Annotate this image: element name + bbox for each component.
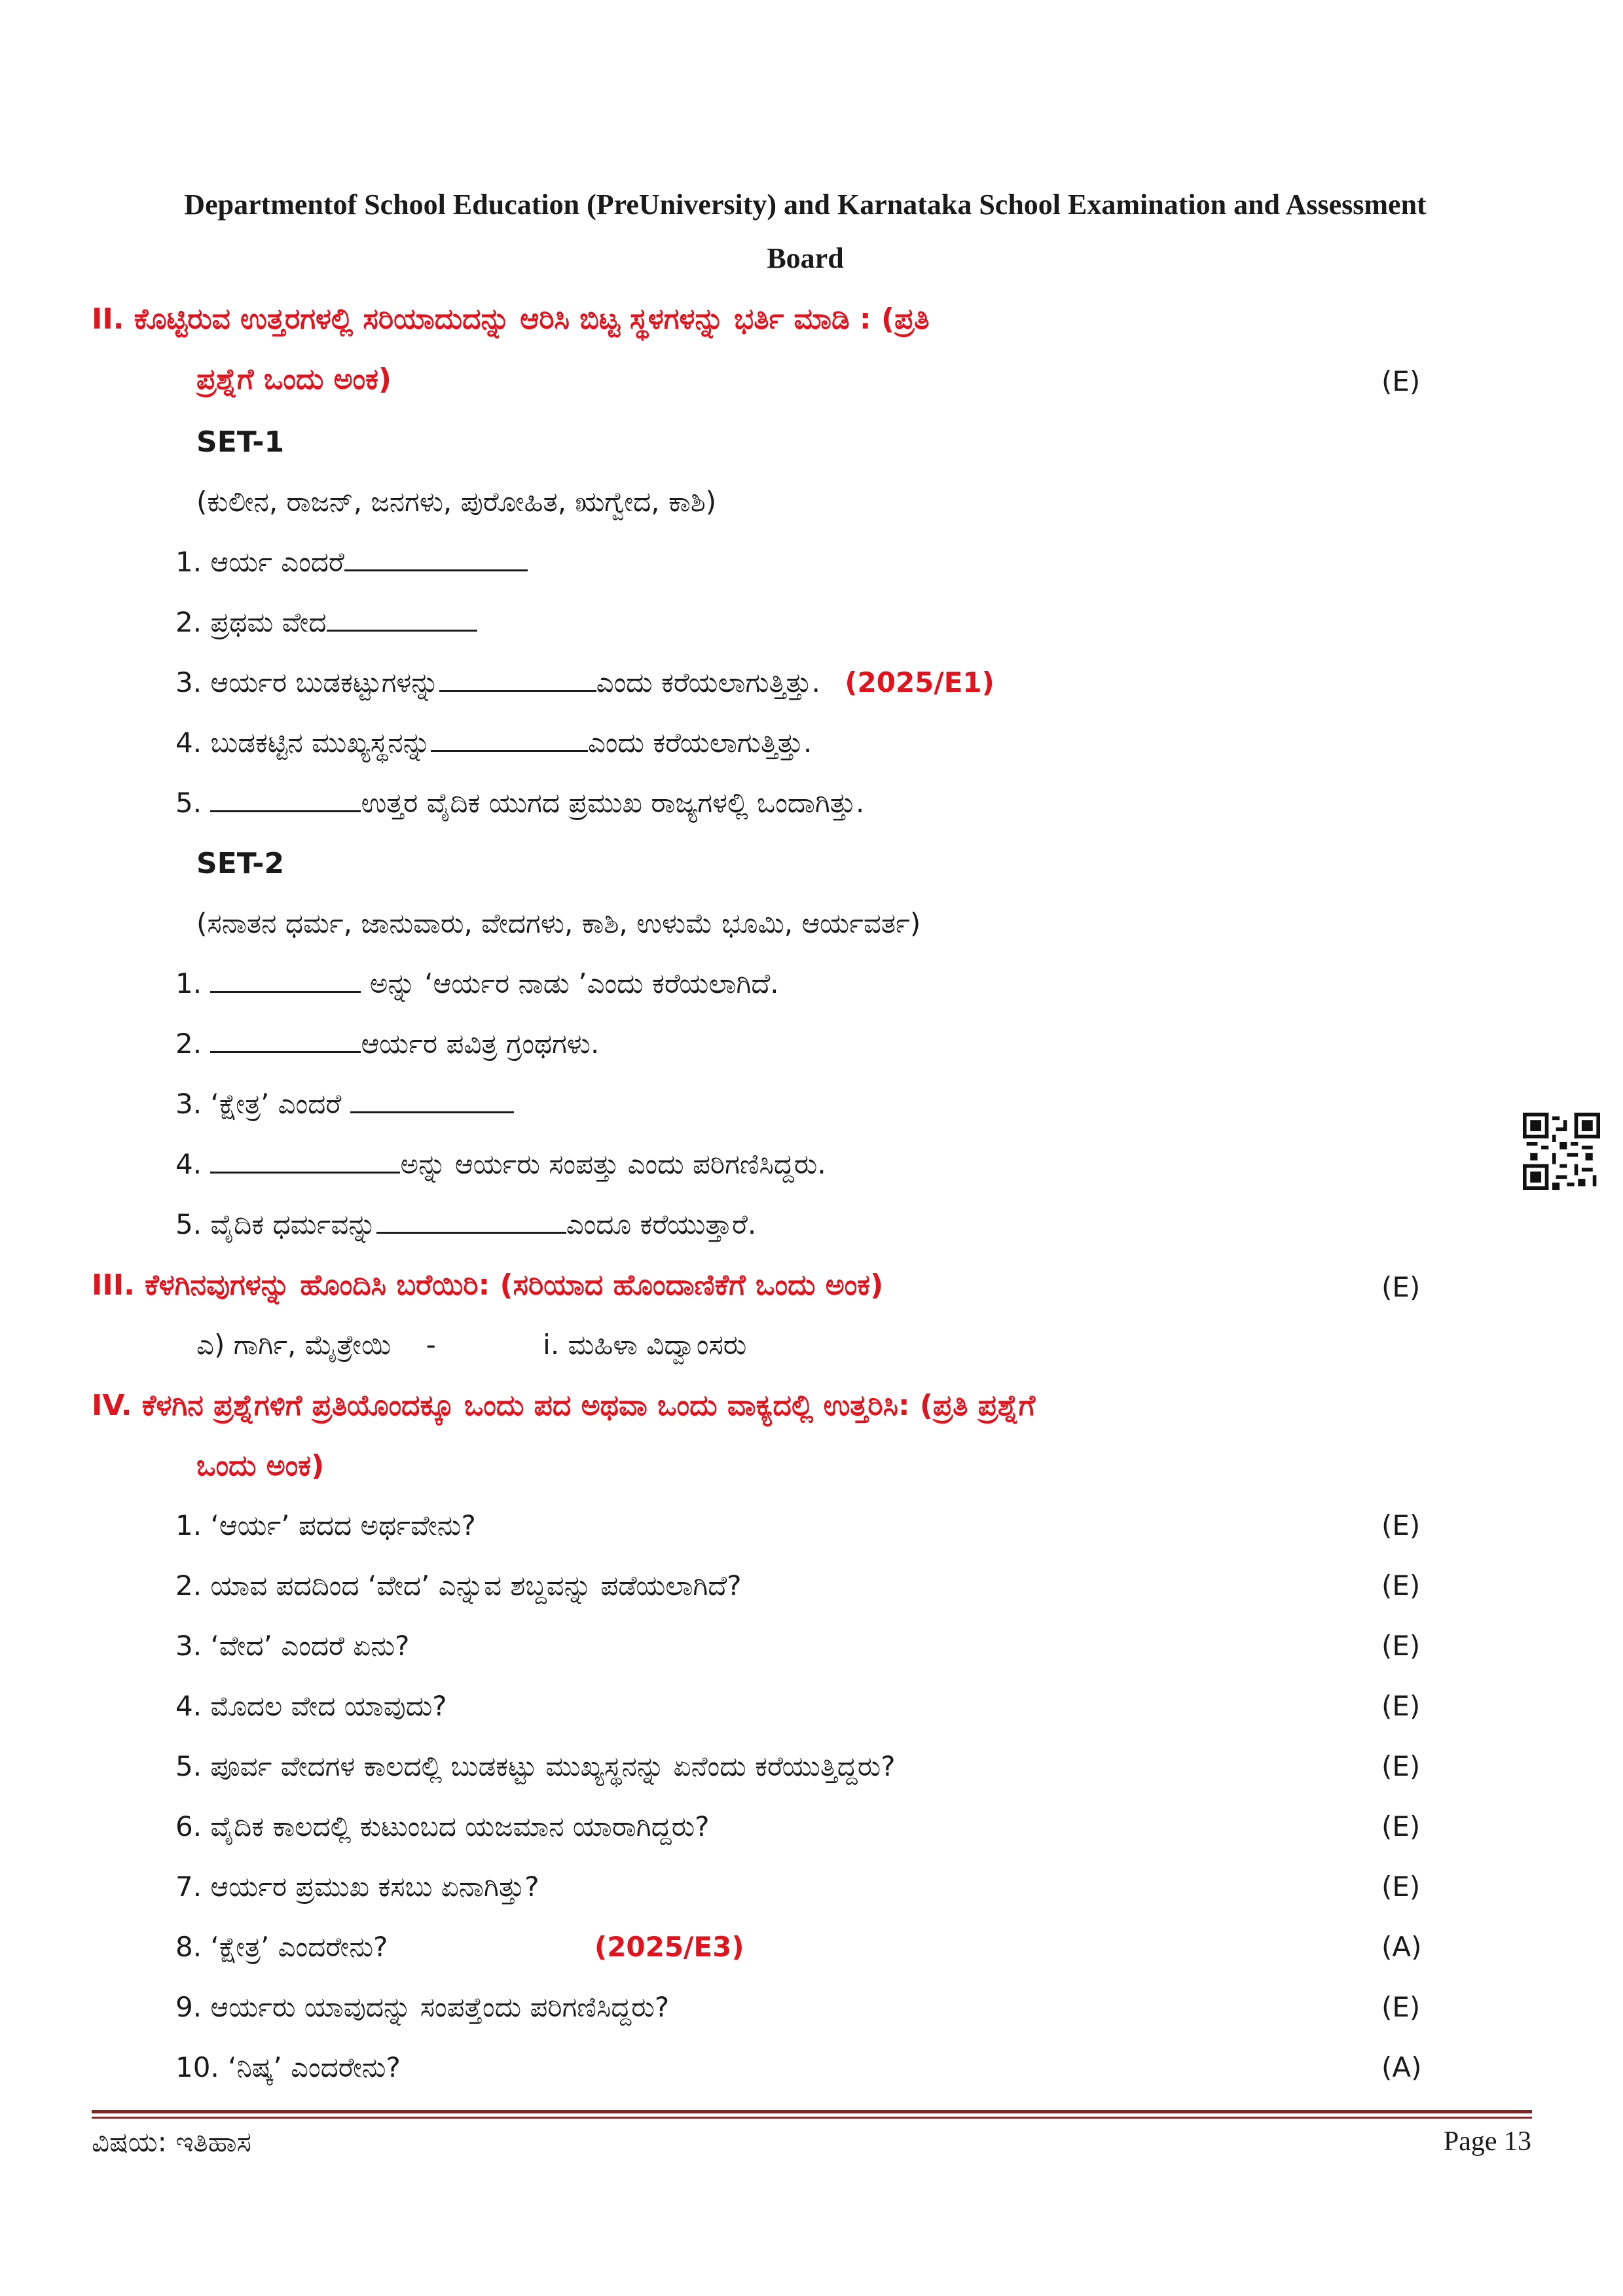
question-mark: (E) — [1381, 1690, 1421, 1722]
set-1-question-4 — [175, 726, 812, 759]
answer-blank[interactable] — [210, 967, 361, 993]
question-row — [175, 1509, 476, 1542]
footer-rule-thin — [92, 2117, 1532, 2119]
answer-blank[interactable] — [344, 546, 528, 571]
question-text: 10. ‘ನಿಷ್ಕ’ ಎಂದರೇನು? — [175, 2051, 401, 2083]
set-2-question-3 — [175, 1088, 514, 1121]
match-item — [196, 1329, 746, 1361]
answer-blank[interactable] — [376, 1208, 566, 1234]
set-1-question-1 — [175, 546, 528, 579]
match-left: ಎ) ಗಾರ್ಗಿ, ಮೈತ್ರೇಯಿ — [196, 1329, 392, 1361]
question-text-end: ಅನ್ನು ‘ಆರ್ಯರ ನಾಡು ’ಎಂದು ಕರೆಯಲಾಗಿದೆ. — [369, 967, 779, 999]
page-header — [98, 178, 1512, 285]
question-text-end: ಆರ್ಯರ ಪವಿತ್ರ ಗ್ರಂಥಗಳು. — [361, 1028, 600, 1060]
set-1-options: (ಕುಲೀನ, ರಾಜನ್, ಜನಗಳು, ಪುರೋಹಿತ, ಋಗ್ವೇದ, ಕಾಶಿ) — [196, 486, 717, 518]
question-mark: (E) — [1381, 1750, 1421, 1782]
section-2-heading: II. ಕೊಟ್ಟಿರುವ ಉತ್ತರಗಳಲ್ಲಿ ಸರಿಯಾದುದನ್ನು ಆರಿಸಿ ಬಿಟ್ಟ ಸ್ಥಳಗಳನ್ನು ಭರ್ತಿ ಮಾಡಿ : (ಪ್ರತಿ — [92, 302, 930, 336]
question-mark: (E) — [1381, 1991, 1421, 2023]
set-1-question-2 — [175, 606, 477, 639]
answer-blank[interactable] — [439, 666, 596, 692]
set-1-question-5 — [175, 787, 864, 819]
section-4-heading: IV. ಕೆಳಗಿನ ಪ್ರಶ್ನೆಗಳಿಗೆ ಪ್ರತಿಯೊಂದಕ್ಕೂ ಒಂದು ಪದ ಅಥವಾ ಒಂದು ವಾಕ್ಯದಲ್ಲಿ ಉತ್ತರಿಸಿ: (ಪ್ರತಿ ಪ್ರಶ್ನೆಗೆ — [92, 1389, 1036, 1422]
question-row — [175, 1750, 896, 1783]
footer-rule — [92, 2110, 1532, 2113]
question-text: 9. ಆರ್ಯರು ಯಾವುದನ್ನು ಸಂಪತ್ತೆಂದು ಪರಿಗಣಿಸಿದ್ದರು? — [175, 1991, 670, 2023]
question-text: 3. ‘ಕ್ಷೇತ್ರ’ ಎಂದರೆ — [175, 1088, 342, 1120]
section-2-mark: (E) — [1381, 365, 1421, 397]
exam-tag: (2025/E1) — [845, 666, 994, 698]
answer-blank[interactable] — [431, 726, 588, 752]
question-text: 4. ಮೊದಲ ವೇದ ಯಾವುದು? — [175, 1690, 447, 1722]
question-text-end: ಉತ್ತರ ವೈದಿಕ ಯುಗದ ಪ್ರಮುಖ ರಾಜ್ಯಗಳಲ್ಲಿ ಒಂದಾಗಿತ್ತು. — [361, 787, 865, 819]
question-number: 4. — [175, 1148, 202, 1180]
set-2-options: (ಸನಾತನ ಧರ್ಮ, ಜಾನುವಾರು, ವೇದಗಳು, ಕಾಶಿ, ಉಳುಮೆ ಭೂಮಿ, ಆರ್ಯವರ್ತ) — [196, 907, 921, 939]
question-text: 1. ಆರ್ಯ ಎಂದರೆ — [175, 546, 344, 578]
question-text: 6. ವೈದಿಕ ಕಾಲದಲ್ಲಿ ಕುಟುಂಬದ ಯಜಮಾನ ಯಾರಾಗಿದ್ದರು? — [175, 1810, 710, 1842]
question-text: 3. ಆರ್ಯರ ಬುಡಕಟ್ಟುಗಳನ್ನು — [175, 666, 439, 698]
question-mark: (E) — [1381, 1509, 1421, 1541]
question-number: 5. — [175, 787, 202, 819]
question-text: 2. ಪ್ರಥಮ ವೇದ — [175, 606, 327, 638]
question-row — [175, 1871, 539, 1903]
question-mark: (E) — [1381, 1630, 1421, 1662]
answer-blank[interactable] — [210, 1148, 400, 1174]
set-2-question-5 — [175, 1208, 756, 1241]
match-dash: - — [426, 1329, 436, 1361]
question-row — [175, 1931, 744, 1964]
set-1-label: SET-1 — [196, 425, 285, 459]
set-2-question-2 — [175, 1028, 599, 1060]
question-row — [175, 1690, 447, 1723]
footer-subject: ವಿಷಯ: ಇತಿಹಾಸ — [92, 2126, 251, 2158]
question-text: 1. ‘ಆರ್ಯ’ ಪದದ ಅರ್ಥವೇನು? — [175, 1509, 476, 1541]
exam-tag: (2025/E3) — [594, 1931, 744, 1963]
question-row — [175, 1810, 710, 1843]
header-line-2: Board — [767, 242, 844, 274]
qr-code-icon — [1523, 1113, 1600, 1190]
question-text: 7. ಆರ್ಯರ ಪ್ರಮುಖ ಕಸಬು ಏನಾಗಿತ್ತು? — [175, 1871, 539, 1903]
question-mark: (E) — [1381, 1810, 1421, 1842]
set-2-question-4 — [175, 1148, 826, 1181]
question-mark: (E) — [1381, 1871, 1421, 1903]
question-row — [175, 1570, 741, 1602]
answer-blank[interactable] — [210, 1028, 361, 1053]
question-text-end: ಎಂದೂ ಕರೆಯುತ್ತಾರೆ. — [566, 1208, 757, 1240]
question-row — [175, 2051, 401, 2084]
question-text: 4. ಬುಡಕಟ್ಟಿನ ಮುಖ್ಯಸ್ಥನನ್ನು — [175, 726, 431, 759]
question-text-end: ಎಂದು ಕರೆಯಲಾಗುತ್ತಿತ್ತು. — [587, 726, 812, 759]
match-right: i. ಮಹಿಳಾ ವಿದ್ವಾಂಸರು — [543, 1329, 747, 1361]
question-text-end: ಎಂದು ಕರೆಯಲಾಗುತ್ತಿತ್ತು. — [596, 666, 820, 698]
set-2-question-1 — [175, 967, 779, 1000]
question-text: 5. ಪೂರ್ವ ವೇದಗಳ ಕಾಲದಲ್ಲಿ ಬುಡಕಟ್ಟು ಮುಖ್ಯಸ್ಥನನ್ನು ಏನೆಂದು ಕರೆಯುತ್ತಿದ್ದರು? — [175, 1750, 896, 1782]
set-1-question-3 — [175, 666, 994, 699]
section-2-heading-cont: ಪ್ರಶ್ನೆಗೆ ಒಂದು ಅಂಕ) — [196, 363, 392, 396]
section-3-mark: (E) — [1381, 1271, 1421, 1303]
answer-blank[interactable] — [327, 606, 477, 632]
question-text: 8. ‘ಕ್ಷೇತ್ರ’ ಎಂದರೇನು? — [175, 1931, 388, 1963]
question-mark: (A) — [1381, 1931, 1422, 1963]
section-3-heading: III. ಕೆಳಗಿನವುಗಳನ್ನು ಹೊಂದಿಸಿ ಬರೆಯಿರಿ: (ಸರಿಯಾದ ಹೊಂದಾಣಿಕೆಗೆ ಒಂದು ಅಂಕ) — [92, 1268, 884, 1302]
set-2-label: SET-2 — [196, 847, 285, 880]
header-line-1: Departmentof School Education (PreUniversity) and Karnataka School Examination and Assessment — [184, 188, 1427, 221]
question-text: 5. ವೈದಿಕ ಧರ್ಮವನ್ನು — [175, 1208, 376, 1240]
question-number: 1. — [175, 967, 202, 999]
question-text: 2. ಯಾವ ಪದದಿಂದ ‘ವೇದ’ ಎನ್ನುವ ಶಬ್ದವನ್ನು ಪಡೆಯಲಾಗಿದೆ? — [175, 1570, 742, 1602]
section-4-heading-cont: ಒಂದು ಅಂಕ) — [196, 1449, 325, 1482]
question-number: 2. — [175, 1028, 202, 1060]
question-mark: (E) — [1381, 1570, 1421, 1602]
answer-blank[interactable] — [210, 787, 361, 812]
question-row — [175, 1991, 669, 2024]
question-mark: (A) — [1381, 2051, 1422, 2083]
footer-page-number: Page 13 — [1443, 2126, 1531, 2157]
answer-blank[interactable] — [350, 1088, 514, 1113]
question-text-end: ಅನ್ನು ಆರ್ಯರು ಸಂಪತ್ತು ಎಂದು ಪರಿಗಣಿಸಿದ್ದರು. — [400, 1148, 826, 1180]
question-row — [175, 1630, 409, 1662]
question-text: 3. ‘ವೇದ’ ಎಂದರೆ ಏನು? — [175, 1630, 410, 1662]
